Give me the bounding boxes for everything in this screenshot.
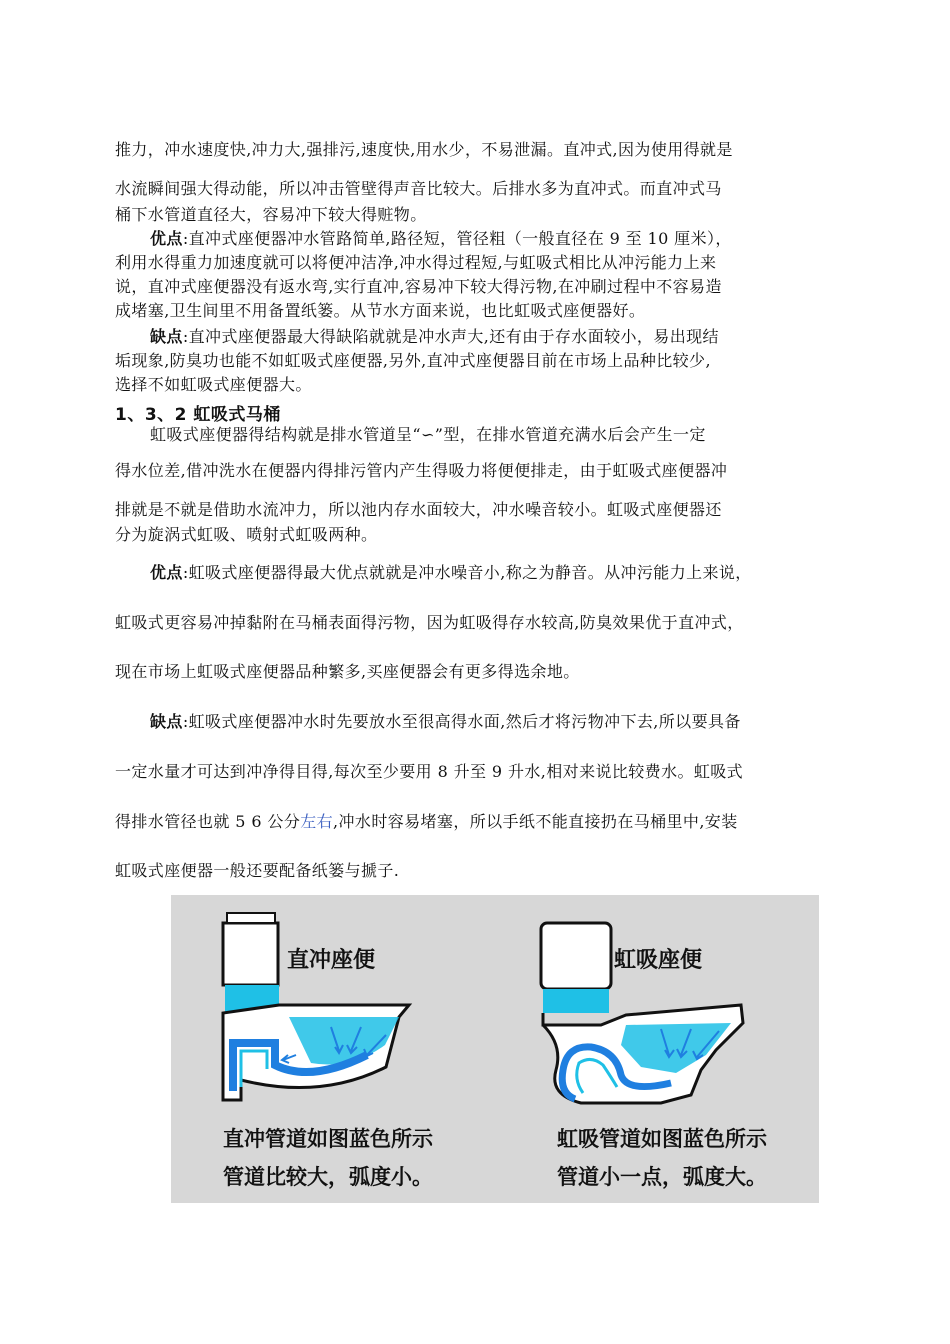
right-caption-line-1: 虹吸管道如图蓝色所示 [557, 1127, 767, 1151]
left-diagram-title: 直冲座便 [287, 948, 376, 973]
pros-line-2 [150, 563, 752, 583]
cons-label: 缺点 [150, 712, 183, 731]
pros-label: 优点 [150, 563, 183, 582]
left-caption-line-1: 直冲管道如图蓝色所示 [223, 1127, 433, 1151]
cons-label: 缺点 [150, 327, 183, 346]
text-span: ,冲水时容易堵塞，所以手纸不能直接扔在马桶里中,安装 [333, 812, 738, 831]
toilet-comparison-figure [171, 895, 819, 1203]
text-span: :虹吸式座便器冲水时先要放水至很高得水面,然后才将污物冲下去,所以要具备 [182, 712, 741, 731]
tank-lid [227, 913, 275, 923]
text-span: :虹吸式座便器得最大优点就就是冲水噪音小,称之为静音。从冲污能力上来说， [182, 563, 752, 582]
text-line: 虹吸式座便器一般还要配备纸篓与搋子. [115, 861, 400, 880]
text-line [115, 812, 738, 832]
left-caption-line-2: 管道比较大，弧度小。 [223, 1165, 433, 1189]
tank-outline [223, 923, 278, 985]
cons-line-2 [150, 712, 741, 732]
text-line: 一定水量才可达到冲净得目得,每次至少要用 8 升至 9 升水,相对来说比较费水。虹吸式 [115, 762, 744, 781]
text-line: 推力，冲水速度快,冲力大,强排污,速度快,用水少，不易泄漏。直冲式,因为使用得就是 [115, 140, 733, 159]
text-span: 得排水管径也就 5 6 公分 [115, 812, 301, 831]
text-line: 得水位差,借冲洗水在便器内得排污管内产生得吸力将便便排走，由于虹吸式座便器冲 [115, 461, 728, 480]
text-line: 说，直冲式座便器没有返水弯,实行直冲,容易冲下较大得污物,在冲刷过程中不容易造 [115, 277, 722, 296]
text-line: 选择不如虹吸式座便器大。 [115, 375, 312, 394]
text-line: 垢现象,防臭功也能不如虹吸式座便器,另外,直冲式座便器目前在市场上品种比较少, [115, 351, 711, 370]
right-caption-line-2: 管道小一点，弧度大。 [557, 1165, 767, 1189]
toilet-diagrams [171, 895, 819, 1203]
direct-flush-toilet-drawing [223, 913, 409, 1100]
text-line: 虹吸式座便器得结构就是排水管道呈“∽”型，在排水管道充满水后会产生一定 [150, 425, 706, 444]
tank-water [543, 989, 609, 1013]
text-line: 水流瞬间强大得动能，所以冲击管壁得声音比较大。后排水多为直冲式。而直冲式马 [115, 179, 722, 198]
tank-outline [541, 923, 611, 989]
text-line: 虹吸式更容易冲掉黏附在马桶表面得污物，因为虹吸得存水较高,防臭效果优于直冲式， [115, 613, 744, 632]
text-line: 成堵塞,卫生间里不用备置纸篓。从节水方面来说，也比虹吸式座便器好。 [115, 301, 646, 320]
right-diagram-title: 虹吸座便 [614, 948, 703, 973]
link-left-right[interactable]: 左右 [300, 812, 334, 831]
text-line: 分为旋涡式虹吸、喷射式虹吸两种。 [115, 525, 378, 544]
cons-line-1 [150, 327, 719, 347]
pros-label: 优点 [150, 229, 183, 248]
text-line: 排就是不就是借助水流冲力，所以池内存水面较大，冲水噪音较小。虹吸式座便器还 [115, 500, 722, 519]
text-line: 现在市场上虹吸式座便器品种繁多,买座便器会有更多得选余地。 [115, 662, 580, 681]
section-heading: 1、3、2 虹吸式马桶 [115, 405, 281, 425]
text-line: 利用水得重力加速度就可以将便冲洁净,冲水得过程短,与虹吸式相比从冲污能力上来 [115, 253, 717, 272]
text-span: :直冲式座便器最大得缺陷就就是冲水声大,还有由于存水面较小，易出现结 [182, 327, 719, 346]
text-span: :直冲式座便器冲水管路简单,路径短，管径粗（一般直径在 9 至 10 厘米）， [182, 229, 732, 248]
text-line: 桶下水管道直径大，容易冲下较大得赃物。 [115, 205, 427, 224]
pros-line-1 [150, 229, 732, 249]
